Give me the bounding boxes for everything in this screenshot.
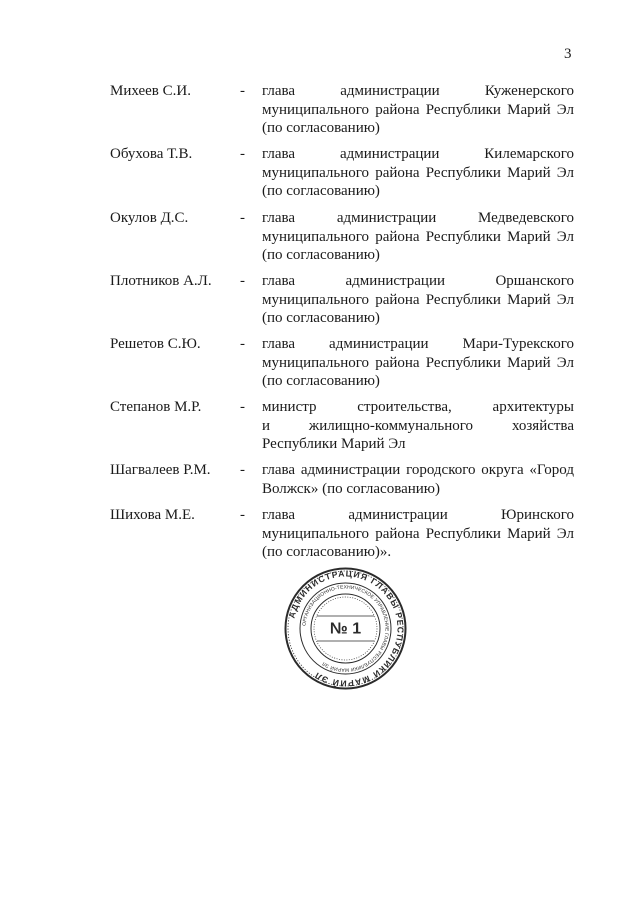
page-number: 3 (564, 46, 572, 62)
position-word: администрации (329, 336, 429, 352)
position-line: глава администрации городского округа «Город (262, 462, 574, 478)
member-dash: - (240, 146, 245, 162)
member-dash: - (240, 273, 245, 289)
position-word: администрации (336, 210, 437, 226)
seal-number: № 1 (329, 620, 362, 638)
position-word: глава (262, 83, 296, 99)
position-line (262, 506, 574, 525)
position-line: (по согласованию) (262, 120, 380, 136)
member-dash: - (240, 507, 245, 523)
position-line: муниципального района Республики Марий Эл (262, 228, 574, 245)
position-word: Оршанского (495, 273, 574, 289)
position-word: строительства, (357, 399, 452, 415)
position-line: муниципального района Республики Марий Эл (262, 101, 574, 118)
position-line: муниципального района Республики Марий Эл (262, 164, 574, 181)
position-word: администрации (340, 83, 440, 99)
position-word: Куженерского (484, 83, 574, 99)
position-word: глава (262, 273, 296, 289)
position-line (262, 209, 574, 228)
position-word: глава (262, 146, 296, 162)
seal-outer-text: АДМИНИСТРАЦИЯ ГЛАВЫ РЕСПУБЛИКИ МАРИЙ ЭЛ (286, 568, 406, 689)
member-name: Окулов Д.С. (110, 210, 189, 226)
position-line (262, 272, 574, 291)
member-name: Решетов С.Ю. (110, 336, 201, 352)
member-name: Шихова М.Е. (110, 507, 195, 523)
position-word: и (262, 417, 271, 434)
position-line: (по согласованию)». (262, 544, 392, 560)
position-line: муниципального района Республики Марий Эл (262, 354, 574, 371)
member-name: Обухова Т.В. (110, 146, 193, 162)
position-line: Республики Марий Эл (262, 436, 406, 452)
member-position (262, 272, 574, 328)
position-line: (по согласованию) (262, 183, 380, 199)
member-position (262, 209, 574, 265)
position-word: глава (262, 507, 296, 523)
position-word: администрации (345, 273, 446, 289)
member-position (262, 506, 574, 562)
member-name: Шагвалеев Р.М. (110, 462, 211, 478)
member-name: Плотников А.Л. (110, 273, 212, 289)
member-dash: - (240, 210, 245, 226)
position-line: Волжск» (по согласованию) (262, 480, 441, 497)
position-line (262, 82, 574, 101)
position-word: Медведевского (478, 210, 574, 226)
member-position (262, 335, 574, 391)
position-word: глава (262, 210, 296, 226)
position-line (262, 417, 574, 436)
member-dash: - (240, 462, 245, 478)
member-name: Михеев С.И. (110, 83, 191, 99)
position-word: Юринского (501, 507, 574, 523)
member-position (262, 145, 574, 201)
position-line: (по согласованию) (262, 247, 380, 263)
position-line: (по согласованию) (262, 310, 380, 326)
position-word: хозяйства (511, 417, 574, 434)
position-line (262, 398, 574, 417)
position-word: архитектуры (492, 399, 574, 415)
position-word: администрации (339, 146, 440, 162)
member-dash: - (240, 336, 245, 352)
official-seal-stamp (283, 566, 408, 691)
position-word: Мари-Турекского (462, 336, 574, 352)
position-word: жилищно-коммунального (308, 417, 474, 434)
position-word: администрации (348, 507, 448, 523)
position-line (262, 335, 574, 354)
member-position (262, 82, 574, 138)
member-dash: - (240, 83, 245, 99)
seal-inner-text: ОРГАНИЗАЦИОННО-ТЕХНИЧЕСКОЕ УПРАВЛЕНИЕ ГЛАВЫ РЕСПУБЛИКИ МАРИЙ ЭЛ (302, 585, 389, 672)
position-line: муниципального района Республики Марий Эл (262, 291, 574, 308)
member-dash: - (240, 399, 245, 415)
position-word: Килемарского (484, 146, 574, 162)
member-name: Степанов М.Р. (110, 399, 202, 415)
position-line: (по согласованию) (262, 373, 380, 389)
position-word: глава (262, 336, 296, 352)
position-line (262, 145, 574, 164)
position-word: министр (262, 399, 317, 415)
member-position (262, 461, 574, 498)
member-position (262, 398, 574, 454)
position-line: муниципального района Республики Марий Эл (262, 525, 574, 542)
